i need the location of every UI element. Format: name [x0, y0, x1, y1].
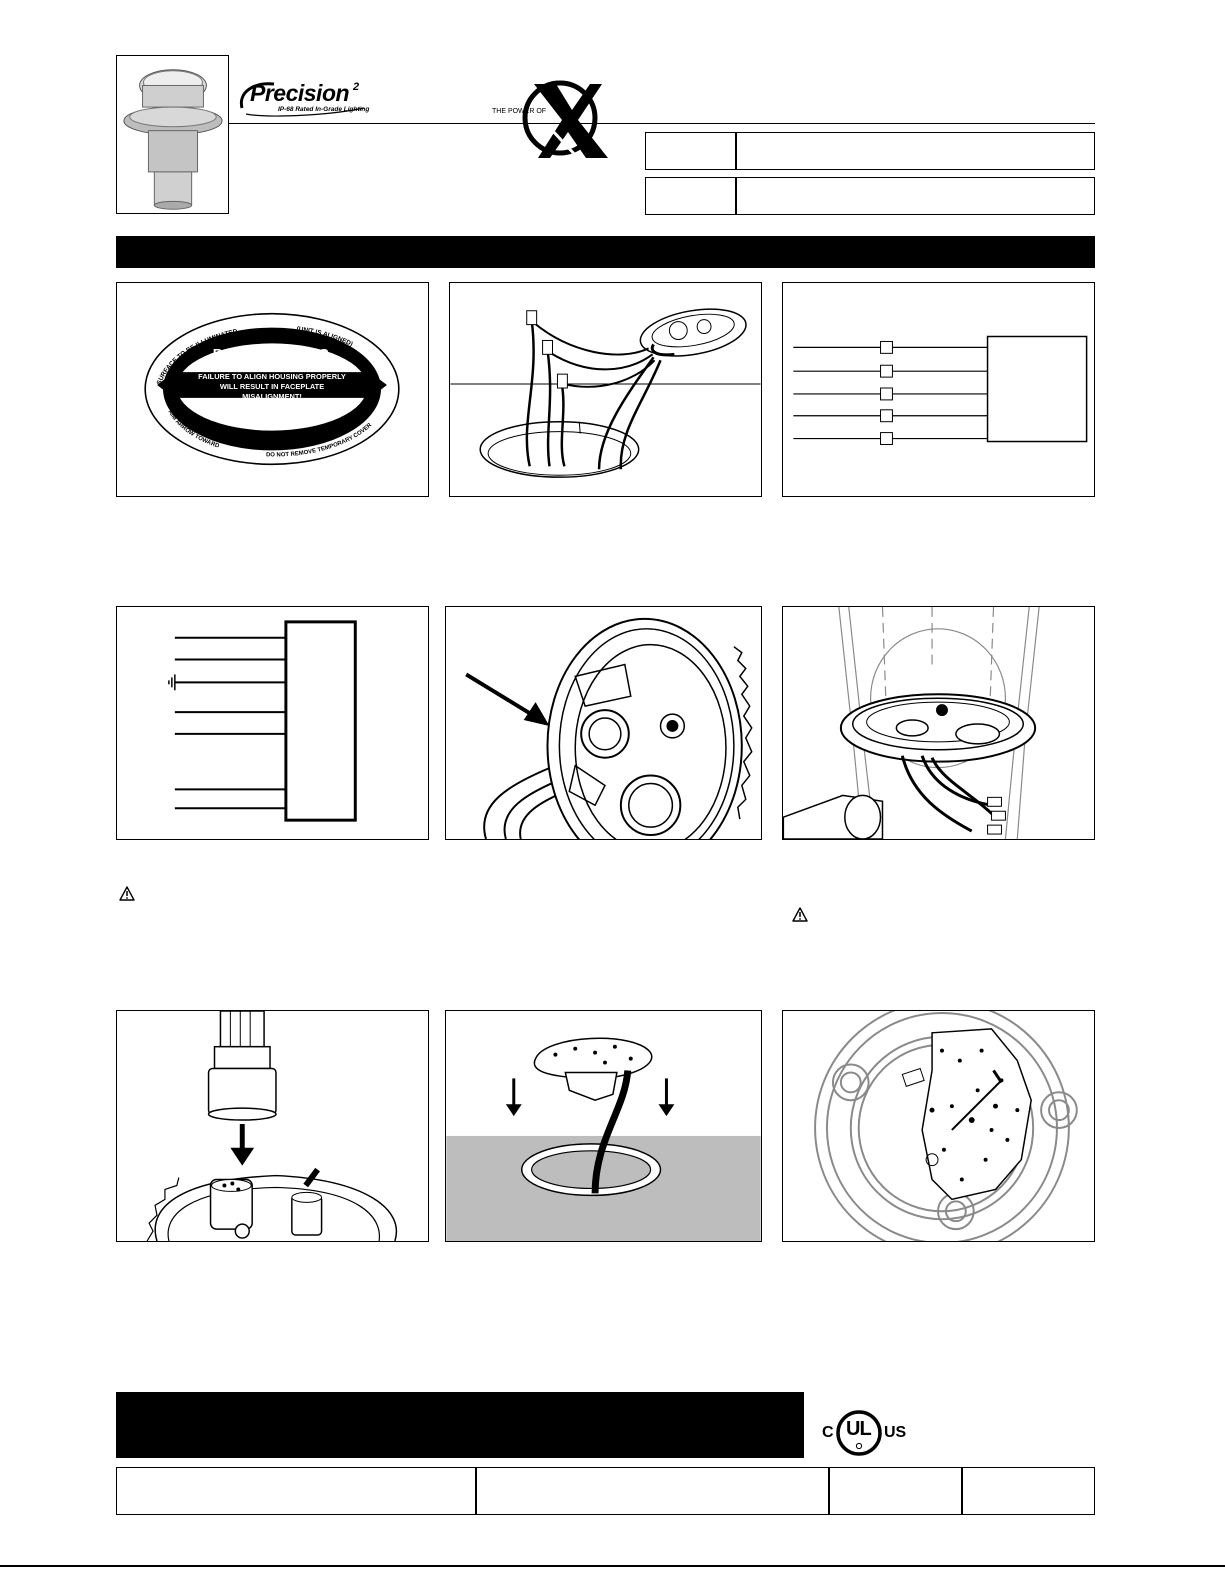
step-4-terminal-diagram-panel	[116, 606, 429, 840]
wiring-diagram-icon	[783, 283, 1094, 496]
x-mark-icon	[490, 80, 620, 160]
power-text: THE POWER OF	[492, 108, 547, 115]
label-text-layer	[117, 283, 428, 496]
label-bottom-left-text: AIM ARROW TOWARD	[166, 409, 220, 450]
step-7-connector-panel	[116, 1010, 429, 1242]
step-3-wiring-diagram-panel	[782, 282, 1095, 497]
step-8-install-panel	[445, 1010, 762, 1242]
label-bottom-right-text: DO NOT REMOVE TEMPORARY COVER	[265, 422, 374, 459]
step-2-wiring-panel	[449, 282, 762, 497]
brand-tagline: IP-68 Rated In-Grade Lighting	[278, 106, 370, 113]
label-brand-bottom: B-K LIGHTING	[212, 408, 332, 425]
warning-icon	[792, 907, 808, 922]
housing-gasket-icon	[446, 607, 761, 839]
label-warning-line-1: FAILURE TO ALIGN HOUSING PROPERLY	[198, 372, 346, 382]
luminaire-photo-icon	[117, 56, 228, 212]
terminal-block-icon	[117, 607, 428, 839]
precision-logo	[236, 78, 376, 120]
connector-insert-icon	[117, 1011, 428, 1241]
drop-in-housing-icon	[446, 1011, 761, 1241]
step-9-board-panel	[782, 1010, 1095, 1242]
housing-cutaway-icon	[783, 607, 1094, 839]
footer-black-bar	[116, 1392, 804, 1458]
footer-table	[116, 1467, 1095, 1515]
header-rule	[229, 123, 1095, 124]
label-top-arc-text: SURFACE TO BE ILLUMINATED.	[155, 327, 240, 386]
cert-us-letters: US	[884, 1424, 907, 1441]
label-warning-line-2: WILL RESULT IN FACEPLATE	[219, 382, 325, 392]
circuit-board-top-view-icon	[783, 1011, 1094, 1241]
step-5-gasket-panel	[445, 606, 762, 840]
page-bottom-rule	[0, 1565, 1225, 1567]
label-warning-line-3: MISALIGNMENT!	[242, 391, 302, 401]
wires-into-housing-icon	[450, 283, 761, 496]
power-of-x-logo	[490, 80, 620, 160]
brand-superscript: 2	[353, 81, 360, 93]
warning-icon	[119, 886, 135, 901]
step-1-label-panel	[116, 282, 429, 497]
header-field-2	[645, 177, 1095, 215]
svg-text:DO NOT REMOVE TEMPORARY COVER	[266, 422, 374, 459]
svg-text:AIM ARROW TOWARD	[167, 409, 221, 449]
header-field-1	[645, 132, 1095, 170]
ground-symbol-icon	[169, 674, 175, 690]
cert-ul-letters: UL	[846, 1418, 871, 1440]
title-bar	[116, 236, 1095, 268]
product-photo	[116, 55, 229, 214]
brand-name: Precision	[250, 80, 350, 106]
label-top-arc-right-text: (UNIT IS ALIGNED)	[296, 325, 354, 349]
step-6-housing-panel	[782, 606, 1095, 840]
label-brand-top: B-K LIGHTING	[212, 345, 332, 362]
ul-certification-mark	[822, 1410, 932, 1456]
cert-c-letter: C	[822, 1424, 834, 1441]
